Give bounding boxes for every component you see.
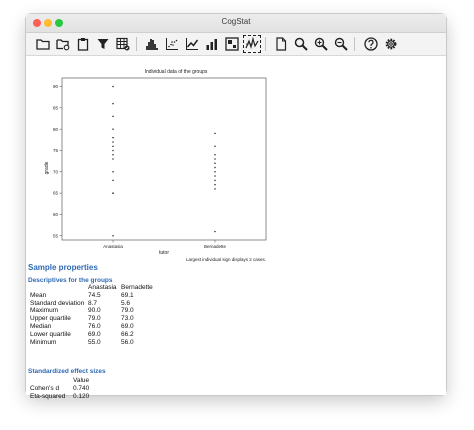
data-point	[214, 145, 216, 147]
table-cell: 69.1	[121, 291, 134, 299]
row-label: Lower quartile	[30, 330, 71, 338]
toolbar	[26, 33, 446, 56]
y-tick-label: 55	[52, 233, 58, 239]
row-label: Maximum	[30, 307, 59, 315]
compare-variables-icon[interactable]	[203, 35, 221, 53]
table-cell: 8.7	[88, 299, 98, 307]
data-point	[214, 158, 216, 160]
row-label: Upper quartile	[30, 315, 71, 323]
table-cell: 69.0	[121, 322, 134, 330]
toolbar-separator	[354, 37, 355, 51]
data-point	[112, 150, 114, 152]
row-label: Standard deviation	[30, 299, 85, 307]
data-point	[214, 167, 216, 169]
x-axis-label: tutor	[158, 250, 170, 256]
settings-icon[interactable]	[382, 35, 400, 53]
table-cell: 90.0	[88, 307, 101, 315]
row-label: Cohen's d	[30, 384, 60, 392]
table-cell: 0.740	[73, 384, 90, 392]
table-row	[30, 393, 92, 401]
row-label: Eta-squared	[30, 392, 66, 400]
sample-properties-heading: Sample properties	[28, 263, 98, 272]
table-cell: 79.0	[88, 315, 101, 323]
effect-sizes-heading: Standardized effect sizes	[28, 368, 106, 375]
results-pane[interactable]	[26, 56, 446, 400]
data-point	[214, 133, 216, 135]
data-point	[214, 154, 216, 156]
y-tick-label: 60	[52, 212, 58, 218]
data-point	[112, 141, 114, 143]
data-point	[214, 180, 216, 182]
table-header-cell: Anastasia	[88, 284, 117, 291]
data-point	[112, 154, 114, 156]
table-header-cell	[30, 377, 73, 385]
paste-data-icon[interactable]	[74, 35, 92, 53]
data-point	[112, 103, 114, 105]
table-row	[30, 315, 156, 323]
data-point	[112, 235, 114, 237]
y-tick-label: 75	[52, 148, 58, 154]
table-row	[30, 385, 92, 393]
filter-icon[interactable]	[94, 35, 112, 53]
data-point	[214, 188, 216, 190]
data-point	[112, 128, 114, 130]
descriptives-table	[30, 284, 156, 346]
table-row	[30, 307, 156, 315]
table-header-row	[30, 377, 92, 385]
table-cell: 69.0	[88, 330, 101, 338]
table-cell: 76.0	[88, 322, 101, 330]
y-tick-label: 85	[52, 105, 58, 111]
row-label: Median	[30, 322, 52, 330]
new-results-icon[interactable]	[272, 35, 290, 53]
table-header-row	[30, 284, 156, 292]
y-axis-label: grade	[44, 161, 50, 175]
compare-groups-icon[interactable]	[223, 35, 241, 53]
window-title: CogStat	[221, 17, 251, 26]
data-point	[214, 163, 216, 165]
table-row	[30, 300, 156, 308]
y-tick-label: 70	[52, 169, 58, 175]
behavior-data-icon[interactable]	[183, 35, 201, 53]
toolbar-separator	[136, 37, 137, 51]
data-point	[112, 180, 114, 182]
row-label: Mean	[30, 291, 47, 299]
table-cell: 0.120	[73, 392, 90, 400]
toolbar-separator	[265, 37, 266, 51]
y-tick-label: 80	[52, 126, 58, 132]
table-header-cell: Bernadette	[121, 284, 153, 291]
data-point	[112, 86, 114, 88]
zoom-out-icon[interactable]	[332, 35, 350, 53]
open-folder-icon[interactable]	[34, 35, 52, 53]
data-point	[214, 184, 216, 186]
data-point	[214, 171, 216, 173]
individual-data-chart	[26, 56, 276, 262]
find-icon[interactable]	[292, 35, 310, 53]
row-label: Minimum	[30, 338, 57, 346]
reload-data-icon[interactable]	[54, 35, 72, 53]
title-bar	[26, 14, 446, 33]
table-row	[30, 292, 156, 300]
table-cell: 79.0	[121, 307, 134, 315]
app-window	[26, 14, 446, 400]
table-cell: 5.6	[121, 299, 131, 307]
explore-relation-icon[interactable]	[163, 35, 181, 53]
data-point	[214, 175, 216, 177]
compare-groups-selected-icon[interactable]	[243, 35, 261, 53]
help-icon[interactable]	[362, 35, 380, 53]
data-point	[112, 145, 114, 147]
x-tick-label: Anastasia	[103, 244, 123, 249]
explore-variable-icon[interactable]	[143, 35, 161, 53]
table-row	[30, 323, 156, 331]
table-header-cell: Value	[73, 377, 90, 384]
table-cell: 66.2	[121, 330, 134, 338]
table-cell: 55.0	[88, 338, 101, 346]
zoom-in-icon[interactable]	[312, 35, 330, 53]
data-point	[112, 158, 114, 160]
effect-sizes-table	[30, 377, 92, 400]
chart-note: Largest individual sign displays 2 cases.	[185, 257, 266, 262]
table-cell: 74.5	[88, 291, 101, 299]
x-tick-label: Bernadette	[203, 244, 227, 249]
data-point	[112, 137, 114, 139]
y-tick-label: 65	[52, 190, 58, 196]
data-point	[112, 192, 114, 194]
data-point	[214, 231, 216, 233]
table-cell: 56.0	[121, 338, 134, 346]
table-row	[30, 331, 156, 339]
table-header-cell	[30, 284, 88, 292]
y-tick-label: 90	[52, 84, 58, 90]
plot-frame	[62, 78, 266, 240]
display-data-icon[interactable]	[114, 35, 132, 53]
table-row	[30, 339, 156, 347]
data-point	[112, 116, 114, 118]
descriptives-heading: Descriptives for the groups	[28, 277, 113, 284]
table-cell: 73.0	[121, 315, 134, 323]
data-point	[112, 171, 114, 173]
chart-title: Individual data of the groups	[144, 69, 208, 75]
